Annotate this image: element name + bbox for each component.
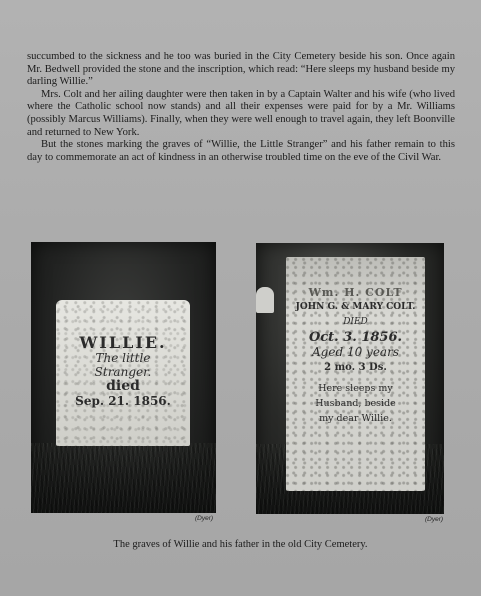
inscription-line: died (106, 378, 140, 394)
inscription-line: 2 mo. 3 Ds. (324, 362, 387, 373)
photo-willie-gravestone (31, 242, 216, 513)
inscription-line: Oct. 3. 1856. (308, 330, 403, 345)
inscription-line: The little (95, 351, 151, 365)
inscription-line: Stranger. (94, 365, 152, 379)
inscription-line: DIED (343, 317, 368, 327)
inscription-line: Aged 10 years (312, 345, 399, 359)
photo-colt-gravestone (256, 243, 444, 514)
colt-gravestone (286, 257, 425, 491)
background-gravestone (256, 287, 274, 313)
inscription-line: Here sleeps my (318, 383, 393, 394)
grass (31, 443, 216, 513)
paragraph-2: Mrs. Colt and her ailing daughter were then taken in by a Captain Walter and his wife (who lived where the Catholic school now stands) and all their expenses were paid for by a Mr. Williams (possibly Marcus Williams). Finally, when they were well enough to travel again, they left Boonville and returned to New York. (27, 88, 455, 138)
photo-credit: (Dyer) (195, 515, 214, 522)
paragraph-1: succumbed to the sickness and he too was buried in the City Cemetery beside his son. Once again Mr. Bedwell provided the stone and the inscription, which read: “Here sleeps my husband beside my darling Willie.” (27, 51, 455, 88)
photo-credit: (Dyer) (425, 516, 444, 523)
body-text (27, 51, 455, 164)
inscription-line: Sep. 21. 1856. (75, 394, 171, 408)
inscription-line: JOHN G. & MARY COLT. (295, 302, 416, 312)
inscription-line: my dear Willie. (319, 413, 392, 424)
inscription-line: WILLIE. (79, 333, 167, 352)
paragraph-3: But the stones marking the graves of “Willie, the Little Stranger” and his father remain to this day to commemorate an act of kindness in an otherwise troubled time on the eve of the Civil War. (27, 139, 455, 163)
willie-gravestone (56, 300, 190, 446)
inscription-line: Husband, beside (315, 398, 396, 409)
figure-caption: The graves of Willie and his father in the old City Cemetery. (113, 539, 368, 550)
inscription-line: Wm. H. COLT (308, 286, 403, 299)
